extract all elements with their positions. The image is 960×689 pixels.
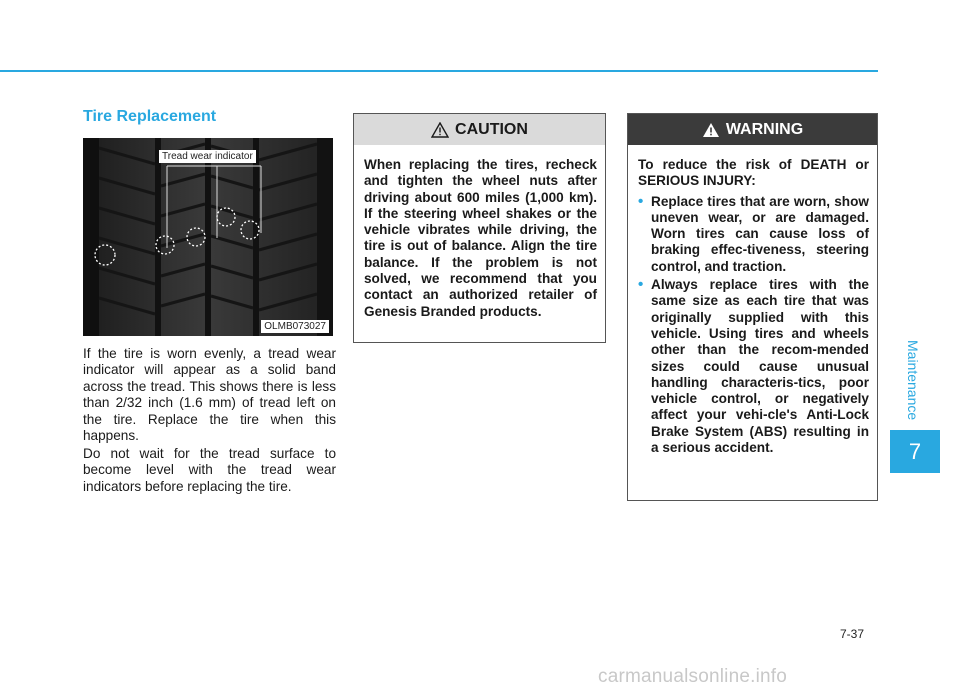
- tire-tread-figure: [83, 138, 333, 336]
- chapter-label: Maintenance: [905, 340, 921, 421]
- warning-body: [628, 145, 877, 456]
- warning-header: [628, 114, 877, 145]
- warning-item: • Always replace tires with the same size as each tire that was originally supplied with this vehicle. Using tires and wheels other than the recom-mended sizes could cause unusual handling characteris-tics, poor vehicle control, or negatively affect your vehi-cle's Anti-Lock Brake System (ABS) resulting in a serious accident.: [638, 277, 869, 456]
- warning-title: WARNING: [725, 120, 804, 138]
- warning-list: [638, 194, 869, 457]
- caution-text: When replacing the tires, recheck and tighten the wheel nuts after driving about 600 miles (1,000 km). If the steering wheel shakes or the vehicle vibrates while driving, the tire is out of balance. Align the tire balance. If the problem is not solved, we recommend that you contact an authorized retailer of Genesis Branded products.: [364, 157, 597, 319]
- warning-triangle-icon: [431, 122, 449, 138]
- watermark: carmanualsonline.info: [598, 666, 788, 687]
- tread-wear-indicator-callout: Tread wear indicator: [159, 150, 256, 163]
- body-paragraph-1: If the tire is worn evenly, a tread wear indicator will appear as a solid band across the tread. This shows there is less than 2/32 inch (1.6 mm) of tread left on the tire. Replace the tire when this happens.: [83, 346, 336, 444]
- body-paragraph-2: Do not wait for the tread surface to become level with the tread wear indicators before replacing the tire.: [83, 446, 336, 494]
- figure-code: OLMB073027: [261, 320, 329, 333]
- warning-intro: To reduce the risk of DEATH or SERIOUS INJURY:: [638, 157, 869, 189]
- section-title: Tire Replacement: [83, 108, 217, 125]
- caution-header: [354, 114, 605, 145]
- chapter-side-label: [902, 340, 924, 432]
- chapter-tab: 7: [890, 430, 940, 473]
- tire-tread-image: [83, 138, 333, 336]
- warning-box: [627, 113, 878, 501]
- header-rule: [0, 70, 878, 72]
- caution-box: [353, 113, 606, 343]
- warning-triangle-icon: [702, 122, 720, 138]
- warning-item: • Replace tires that are worn, show uneven wear, or are damaged. Worn tires can cause loss of braking effec-tiveness, steering control, and traction.: [638, 194, 869, 275]
- page-number: 7-37: [840, 627, 865, 641]
- caution-title: CAUTION: [455, 120, 528, 138]
